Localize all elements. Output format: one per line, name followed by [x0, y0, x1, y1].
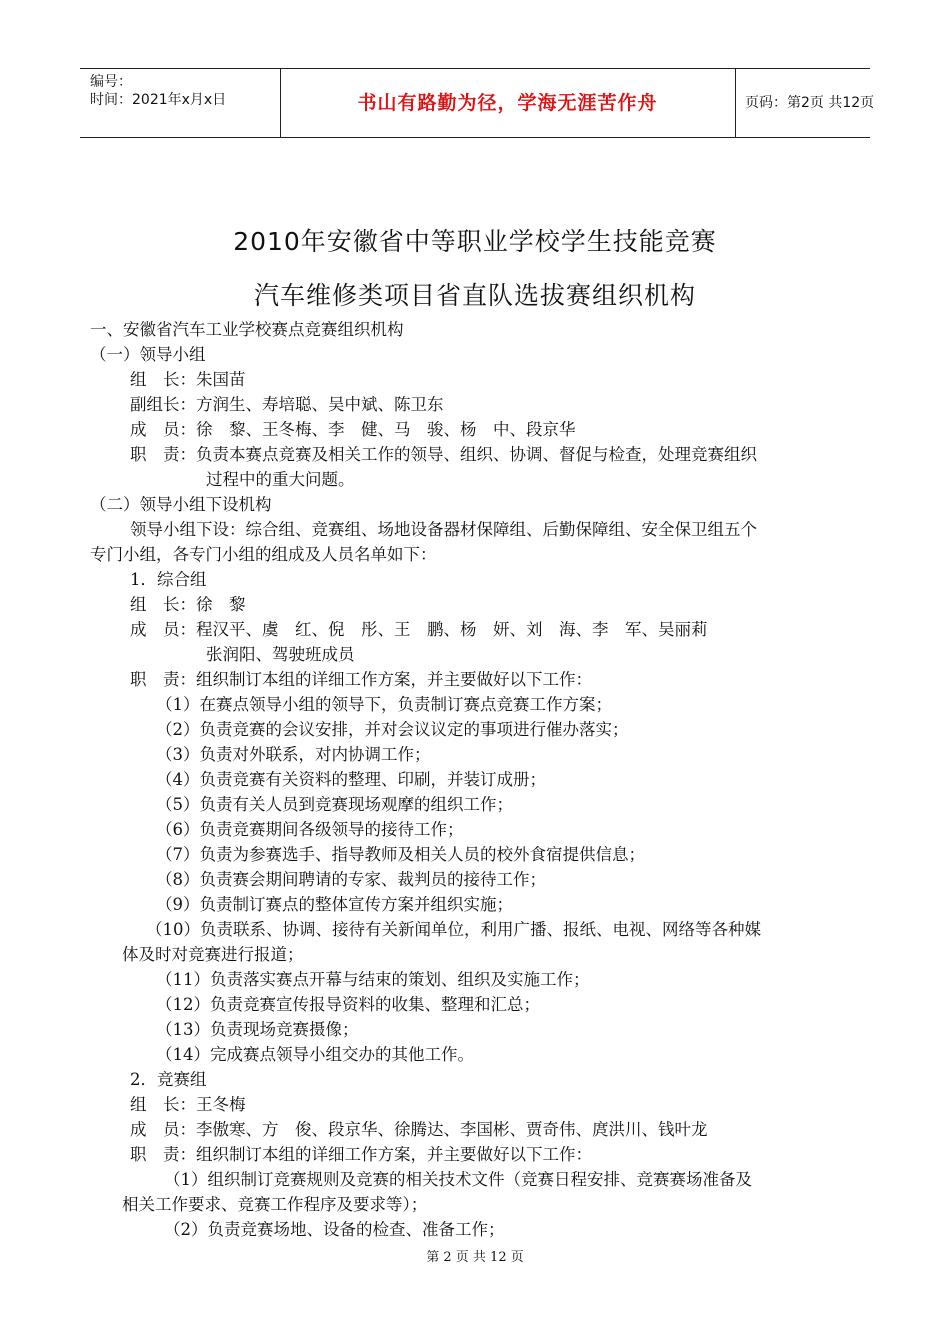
body-line: 职 责：组织制订本组的详细工作方案，并主要做好以下工作：: [130, 670, 592, 689]
group-heading: 1．综合组: [130, 570, 207, 589]
body-line: 张润阳、驾驶班成员: [206, 645, 355, 664]
body-line: 职 责：负责本赛点竞赛及相关工作的领导、组织、协调、督促与检查，处理竞赛组织: [130, 445, 757, 464]
list-item: （5）负责有关人员到竞赛现场观摩的组织工作；: [156, 795, 513, 814]
subsection-heading: （一）领导小组: [90, 345, 206, 364]
list-item: （8）负责赛会期间聘请的专家、裁判员的接待工作；: [156, 870, 546, 889]
list-item-continuation: 相关工作要求、竞赛工作程序及要求等）；: [122, 1195, 428, 1214]
list-item: （6）负责竞赛期间各级领导的接待工作；: [156, 820, 464, 839]
body-line: 组 长：朱国苗: [130, 370, 246, 389]
subsection-heading: （二）领导小组下设机构: [90, 495, 272, 514]
list-item: （12）负责竞赛宣传报导资料的收集、整理和汇总；: [156, 995, 540, 1014]
body-line: 成 员：徐 黎、王冬梅、李 健、马 骏、杨 中、段京华: [130, 420, 576, 439]
list-item-continuation: 体及时对竞赛进行报道；: [122, 945, 304, 964]
document-time-label: 时间：2021年x月x日: [90, 92, 227, 108]
list-item: （14）完成赛点领导小组交办的其他工作。: [156, 1045, 474, 1064]
list-item: （2）负责竞赛的会议安排，并对会议议定的事项进行催办落实；: [156, 720, 629, 739]
header-page-cell: [735, 69, 875, 137]
list-item: （2）负责竞赛场地、设备的检查、准备工作；: [164, 1220, 505, 1239]
body-line: 副组长：方润生、寿培聪、吴中斌、陈卫东: [130, 395, 444, 414]
page-header: [80, 68, 875, 138]
document-number-label: 编号：: [90, 74, 132, 90]
header-motto: 书山有路勤为径，学海无涯苦作舟: [357, 92, 658, 114]
list-item: （1）组织制订竞赛规则及竞赛的相关技术文件（竞赛日程安排、竞赛赛场准备及: [164, 1170, 752, 1189]
header-motto-cell: [280, 69, 736, 137]
list-item: （3）负责对外联系，对内协调工作；: [156, 745, 431, 764]
header-page-label: 页码：第2页 共12页: [745, 95, 875, 111]
list-item: （11）负责落实赛点开幕与结束的策划、组织及实施工作；: [156, 970, 590, 989]
header-info-cell: [80, 69, 281, 137]
list-item: （10）负责联系、协调、接待有关新闻单位，利用广播、报纸、电视、网络等各种媒: [146, 920, 761, 939]
list-item: （4）负责竞赛有关资料的整理、印刷，并装订成册；: [156, 770, 546, 789]
group-heading: 2．竞赛组: [130, 1070, 207, 1089]
document-title-line-2: 汽车维修类项目省直队选拔赛组织机构: [253, 281, 696, 310]
body-line: 成 员：李傲寒、方 俊、段京华、徐腾达、李国彬、贾奇伟、庹洪川、钱叶龙: [130, 1120, 708, 1139]
page-footer: 第 2 页 共 12 页: [426, 1250, 524, 1265]
body-line: 组 长：徐 黎: [130, 595, 246, 614]
body-line: 领导小组下设：综合组、竞赛组、场地设备器材保障组、后勤保障组、安全保卫组五个: [130, 520, 757, 539]
body-line: 成 员：程汉平、虞 红、倪 彤、王 鹏、杨 妍、刘 海、李 军、吴丽莉: [130, 620, 708, 639]
body-line: 职 责：组织制订本组的详细工作方案，并主要做好以下工作：: [130, 1145, 592, 1164]
list-item: （9）负责制订赛点的整体宣传方案并组织实施；: [156, 895, 513, 914]
list-item: （7）负责为参赛选手、指导教师及相关人员的校外食宿提供信息；: [156, 845, 645, 864]
body-line: 组 长：王冬梅: [130, 1095, 246, 1114]
list-item: （1）在赛点领导小组的领导下，负责制订赛点竞赛工作方案；: [156, 695, 612, 714]
list-item: （13）负责现场竞赛摄像；: [156, 1020, 359, 1039]
section-heading: 一、安徽省汽车工业学校赛点竞赛组织机构: [90, 320, 404, 339]
document-title-line-1: 2010年安徽省中等职业学校学生技能竞赛: [233, 227, 717, 256]
body-line: 过程中的重大问题。: [206, 470, 355, 489]
body-line: 专门小组，各专门小组的组成及人员名单如下：: [90, 545, 437, 564]
